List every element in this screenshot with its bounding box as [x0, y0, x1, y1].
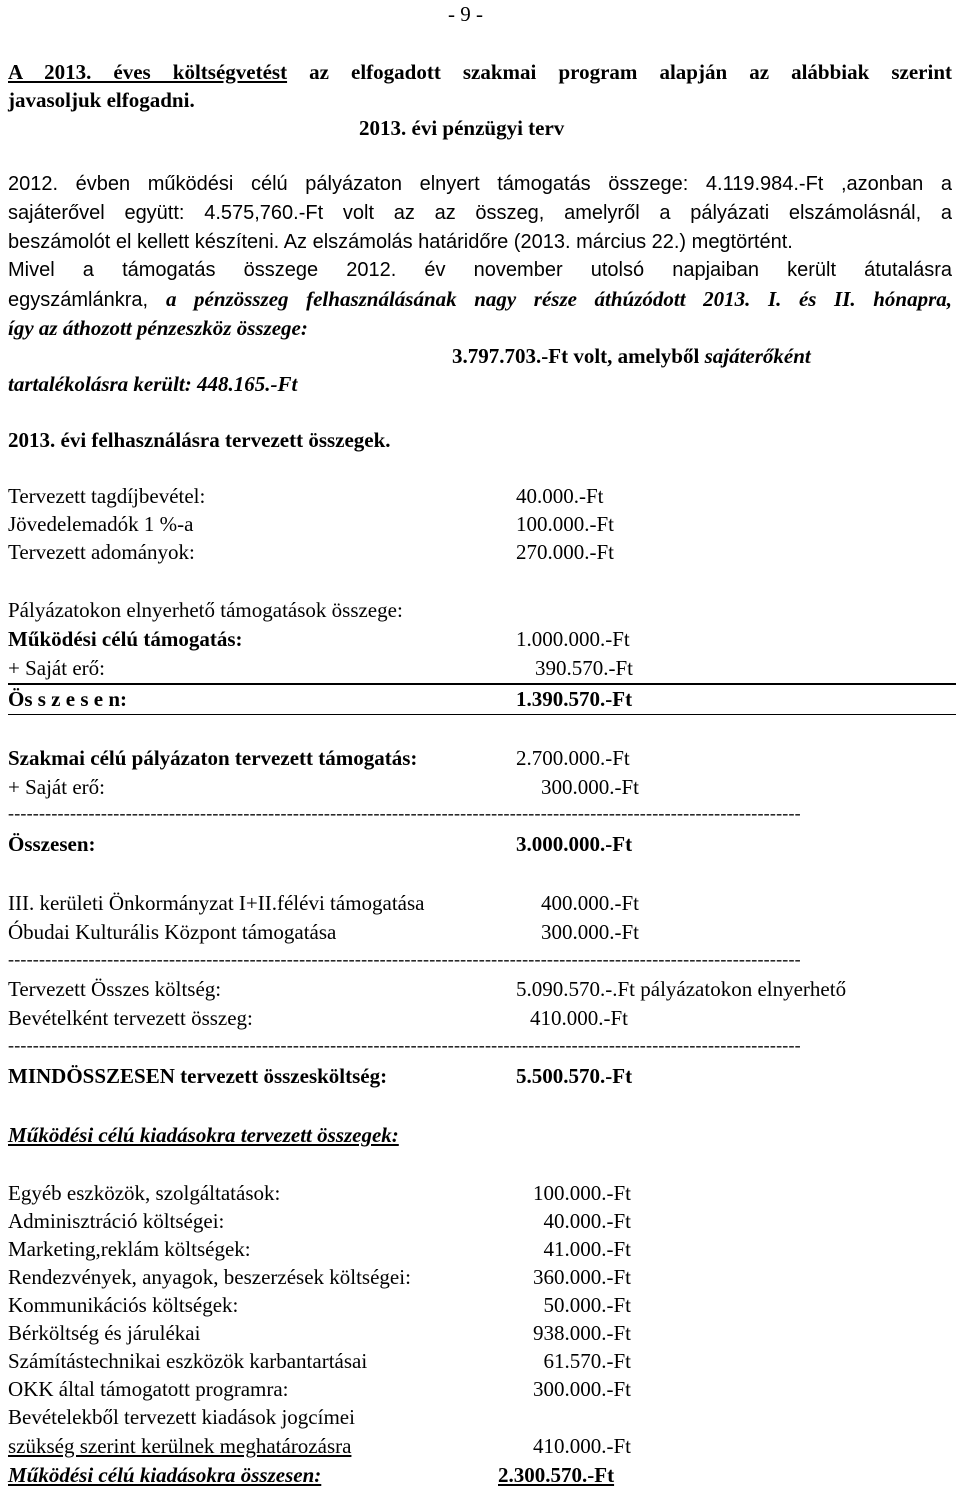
expense-label: Számítástechnikai eszközök karbantartásai [8, 1349, 368, 1373]
income-total-value: 410.000.-Ft [530, 1006, 629, 1030]
expense-label: Marketing,reklám költségek: [8, 1237, 251, 1261]
separator-line [8, 683, 956, 685]
operating-own-value: 390.570.-Ft [535, 656, 634, 680]
dashed-separator: -------------------------------------------------------------------------------------------------------------------------------- [8, 804, 801, 822]
income-total-label: Bevételként tervezett összeg: [8, 1006, 253, 1030]
expenses-total-value-text: 2.300.570.-Ft [498, 1463, 615, 1487]
operating-grant-label: Működési célú támogatás: [8, 627, 243, 651]
municipal-label-2: Óbudai Kulturális Központ támogatása [8, 920, 337, 944]
municipal-label-1: III. kerületi Önkormányzat I+II.félévi támogatása [8, 891, 425, 915]
expenses-title [8, 1125, 399, 1146]
financial-plan-title: 2013. évi pénzügyi terv [359, 116, 565, 140]
paragraph-line-1: 2012. évben működési célú pályázaton elnyert támogatás összege: 4.119.984.-Ft ,azonban a [8, 173, 952, 195]
intro-line-2: javasoljuk elfogadni. [8, 88, 195, 112]
paragraph-line-7-own: sajáterőként [704, 344, 811, 368]
income-label-3: Tervezett adományok: [8, 540, 195, 564]
operating-own-label: + Saját erő: [8, 656, 105, 680]
intro-line-1-rest: az elfogadott szakmai program alapján az alábbiak szerint [309, 60, 952, 84]
expense-value: 360.000.-Ft [532, 1265, 631, 1289]
expense-value: 410.000.-Ft [532, 1434, 631, 1458]
expenses-title-text: Működési célú kiadásokra tervezett összegek: [8, 1123, 399, 1147]
paragraph-line-8: tartalékolásra került: 448.165.-Ft [8, 372, 298, 396]
income-label-2: Jövedelemadók 1 %-a [8, 512, 194, 536]
paragraph-line-2: sajáterővel együtt: 4.575,760.-Ft volt az az összeg, amelyről a pályázati elszámolásnál, a [8, 202, 952, 224]
operating-total-label: Ös s z e s e n: [8, 687, 127, 711]
expense-value: 300.000.-Ft [532, 1377, 631, 1401]
total-cost-label: Tervezett Összes költség: [8, 977, 222, 1001]
total-cost-value: 5.090.570.-.Ft pályázatokon elnyerhető [516, 977, 847, 1001]
income-value-1: 40.000.-Ft [516, 484, 604, 508]
expense-label: OKK által támogatott programra: [8, 1377, 289, 1401]
professional-own-label: + Saját erő: [8, 775, 105, 799]
expense-value: 61.570.-Ft [543, 1349, 631, 1373]
expense-value: 100.000.-Ft [532, 1181, 631, 1205]
income-value-3: 270.000.-Ft [516, 540, 615, 564]
municipal-value-1: 400.000.-Ft [541, 891, 640, 915]
expense-label: Adminisztráció költségei: [8, 1209, 225, 1233]
grand-total-value: 5.500.570.-Ft [516, 1064, 633, 1088]
operating-grant-value: 1.000.000.-Ft [516, 627, 630, 651]
expense-value: 41.000.-Ft [543, 1237, 631, 1261]
income-label-1: Tervezett tagdíjbevétel: [8, 484, 206, 508]
operating-total-value: 1.390.570.-Ft [516, 687, 633, 711]
professional-grant-label: Szakmai célú pályázaton tervezett támogatás: [8, 746, 418, 770]
paragraph-line-7-amount: 3.797.703.-Ft volt, amelyből [452, 344, 700, 368]
grand-total-label: MINDÖSSZESEN tervezett összesköltség: [8, 1064, 388, 1088]
dashed-separator: -------------------------------------------------------------------------------------------------------------------------------- [8, 950, 801, 968]
municipal-value-2: 300.000.-Ft [541, 920, 640, 944]
expenses-total-label [8, 1465, 321, 1486]
expense-label: Rendezvények, anyagok, beszerzések költségei: [8, 1265, 411, 1289]
grants-title: Pályázatokon elnyerhető támogatások összege: [8, 598, 403, 622]
professional-own-value: 300.000.-Ft [541, 775, 640, 799]
expenses-total-value [498, 1465, 640, 1486]
expenses-total-label-text: Működési célú kiadásokra összesen: [8, 1463, 322, 1487]
budget-link[interactable]: A 2013. éves költségvetést [8, 60, 288, 84]
page-number: - 9 - [448, 2, 483, 26]
paragraph-line-3: beszámolót el kellett készíteni. Az elszámolás határidőre (2013. március 22.) megtörtént. [8, 231, 793, 253]
professional-total-label: Összesen: [8, 832, 96, 856]
expense-label: Bevételekből tervezett kiadások jogcímei [8, 1405, 355, 1429]
dashed-separator: -------------------------------------------------------------------------------------------------------------------------------- [8, 1036, 801, 1054]
expense-label: szükség szerint kerülnek meghatározásra [8, 1434, 352, 1458]
separator-line [8, 714, 956, 715]
professional-grant-value: 2.700.000.-Ft [516, 746, 630, 770]
paragraph-line-7 [452, 346, 811, 367]
paragraph-line-4: Mivel a támogatás összege 2012. év november utolsó napjaiban került átutalásra [8, 259, 952, 281]
expense-value: 40.000.-Ft [543, 1209, 631, 1233]
expense-value: 50.000.-Ft [543, 1293, 631, 1317]
income-value-2: 100.000.-Ft [516, 512, 615, 536]
paragraph-line-5-emph: a pénzösszeg felhasználásának nagy része áthúzódott 2013. I. és II. hónapra, [165, 287, 952, 311]
section-title-planned: 2013. évi felhasználásra tervezett összegek. [8, 428, 391, 452]
intro-line-1 [8, 62, 952, 83]
professional-total-value: 3.000.000.-Ft [516, 832, 633, 856]
paragraph-line-6: így az áthozott pénzeszköz összege: [8, 316, 308, 340]
expense-label: Bérköltség és járulékai [8, 1321, 201, 1345]
paragraph-line-5 [8, 289, 952, 310]
expense-label: Egyéb eszközök, szolgáltatások: [8, 1181, 281, 1205]
expense-label: Kommunikációs költségek: [8, 1293, 239, 1317]
expense-value: 938.000.-Ft [532, 1321, 631, 1345]
paragraph-line-5-start: egyszámlánkra, [8, 289, 149, 311]
